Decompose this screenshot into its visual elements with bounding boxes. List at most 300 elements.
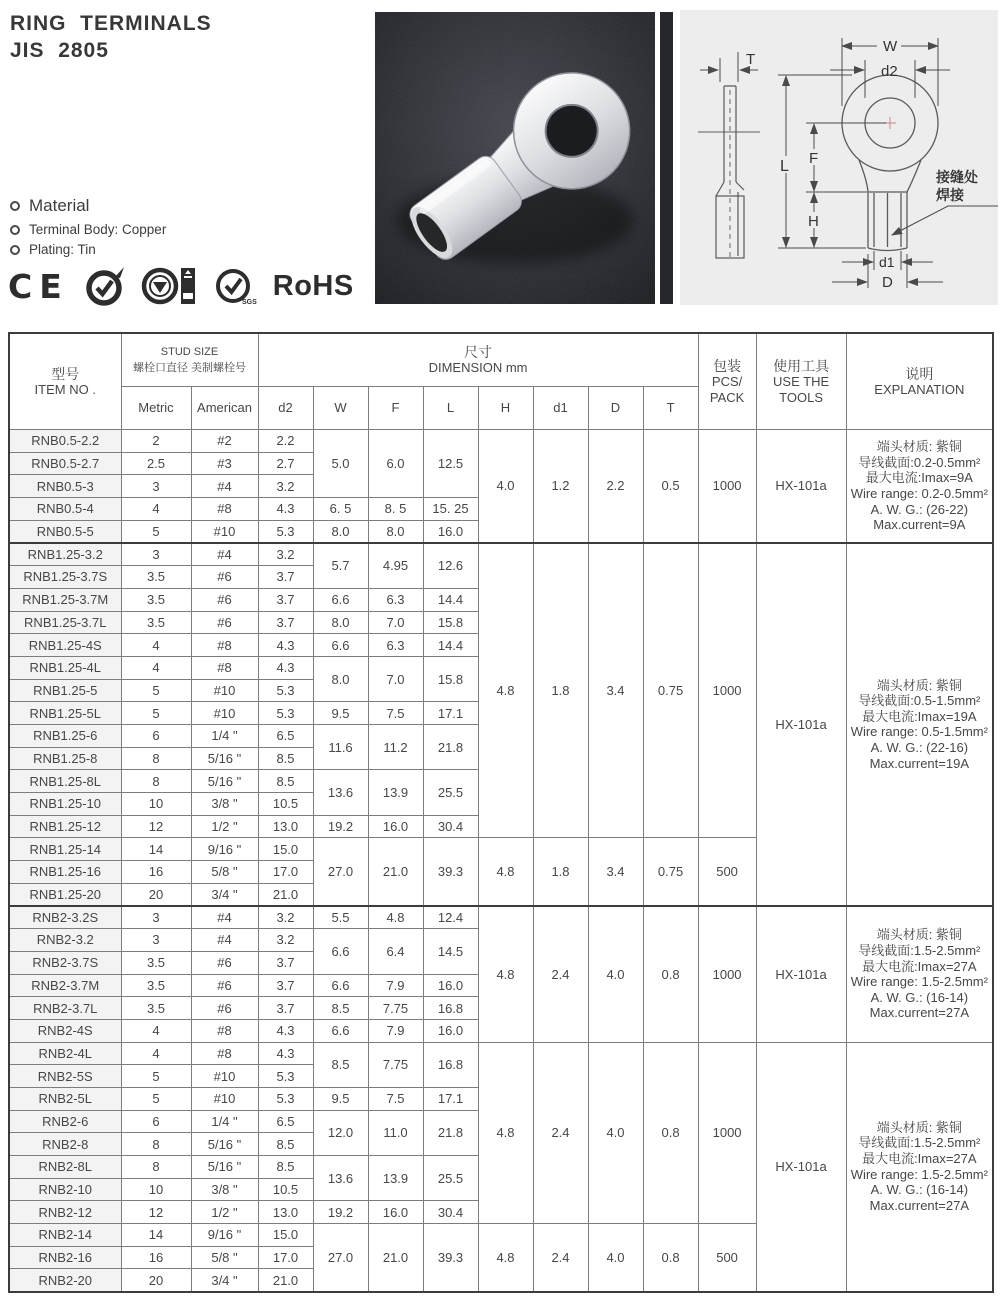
explanation-line: 导线截面:0.2-0.5mm² [858, 454, 981, 470]
d2-cell: 13.0 [258, 815, 313, 838]
item-no-cell: RNB1.25-3.7M [9, 588, 121, 611]
dimension-diagram [680, 10, 998, 305]
d2-cell: 21.0 [258, 1269, 313, 1292]
d2-cell: 2.7 [258, 452, 313, 475]
metric-cell: 5 [121, 679, 191, 702]
american-cell: #10 [191, 1065, 258, 1088]
l-cell: 12.5 [423, 430, 478, 498]
item-no-cell: RNB1.25-6 [9, 724, 121, 747]
ukas-badge-icon [141, 265, 197, 307]
item-no-cell: RNB2-3.2 [9, 929, 121, 952]
explanation-cell [846, 906, 993, 1042]
t-cell: 0.8 [643, 1224, 698, 1292]
american-cell: 1/4 " [191, 724, 258, 747]
w-cell: 12.0 [313, 1110, 368, 1155]
f-cell: 7.5 [368, 702, 423, 725]
american-cell: #10 [191, 679, 258, 702]
w-cell: 6.6 [313, 634, 368, 657]
w-cell: 5.5 [313, 906, 368, 929]
f-cell: 4.95 [368, 543, 423, 588]
explanation-cell [846, 430, 993, 543]
w-cell: 9.5 [313, 1087, 368, 1110]
h-cell: 4.8 [478, 1224, 533, 1292]
w-cell: 9.5 [313, 702, 368, 725]
american-cell: #4 [191, 906, 258, 929]
d2-cell: 17.0 [258, 1246, 313, 1269]
d2-cell: 8.5 [258, 770, 313, 793]
h-cell: 4.8 [478, 906, 533, 1042]
f-cell: 13.9 [368, 770, 423, 815]
w-cell: 5.7 [313, 543, 368, 588]
explanation-line: Wire range: 1.5-2.5mm² [850, 1166, 988, 1182]
american-cell: #10 [191, 702, 258, 725]
d2-cell: 8.5 [258, 1133, 313, 1156]
american-cell: 3/8 " [191, 1178, 258, 1201]
item-no-cell: RNB2-6 [9, 1110, 121, 1133]
spec-table-body [9, 430, 993, 1292]
d2-cell: 6.5 [258, 724, 313, 747]
item-no-cell: RNB2-5S [9, 1065, 121, 1088]
metric-cell: 3 [121, 543, 191, 566]
d2-cell: 21.0 [258, 883, 313, 906]
d2-cell: 5.3 [258, 520, 313, 543]
d2-cell: 3.7 [258, 974, 313, 997]
d2-cell: 3.2 [258, 475, 313, 498]
d1-cell: 2.4 [533, 906, 588, 1042]
f-cell: 7.0 [368, 611, 423, 634]
w-cell: 13.6 [313, 770, 368, 815]
item-no-cell: RNB2-8L [9, 1156, 121, 1179]
t-cell: 0.75 [643, 543, 698, 838]
metric-cell: 10 [121, 793, 191, 816]
explanation-line: A. W. G.: (26-22) [870, 501, 969, 517]
item-no-cell: RNB1.25-5L [9, 702, 121, 725]
t-cell: 0.8 [643, 906, 698, 1042]
f-cell: 21.0 [368, 1224, 423, 1292]
title-block [10, 10, 212, 64]
metric-cell: 3 [121, 929, 191, 952]
metric-cell: 4 [121, 634, 191, 657]
item-no-cell: RNB1.25-4L [9, 656, 121, 679]
l-cell: 15. 25 [423, 498, 478, 521]
metric-cell: 20 [121, 1269, 191, 1292]
w-cell: 8.0 [313, 656, 368, 701]
american-cell: 3/4 " [191, 883, 258, 906]
d1-cell: 1.2 [533, 430, 588, 543]
american-cell: 5/8 " [191, 1246, 258, 1269]
d2-cell: 2.2 [258, 430, 313, 453]
weld-note-line1: 接缝处 [936, 169, 978, 185]
header-tools-en1: USE THE [773, 373, 830, 389]
metric-cell: 4 [121, 656, 191, 679]
explanation-line: Max.current=27A [869, 1005, 969, 1021]
explanation-line: 导线截面:0.5-1.5mm² [858, 693, 981, 709]
metric-cell: 3 [121, 906, 191, 929]
h-cell: 4.8 [478, 543, 533, 838]
col-header-pack [698, 333, 756, 430]
col-header-stud-size [121, 333, 258, 387]
f-cell: 21.0 [368, 838, 423, 906]
item-no-cell: RNB0.5-5 [9, 520, 121, 543]
american-cell: #8 [191, 498, 258, 521]
d2-cell: 3.2 [258, 543, 313, 566]
metric-cell: 12 [121, 1201, 191, 1224]
col-header-metric: Metric [121, 387, 191, 430]
item-no-cell: RNB2-4S [9, 1019, 121, 1042]
american-cell: #10 [191, 520, 258, 543]
col-header-explanation [846, 333, 993, 430]
f-cell: 6.4 [368, 929, 423, 974]
bullet-icon [10, 245, 20, 255]
header-pack-en1: PCS/ [711, 373, 743, 389]
f-cell: 4.8 [368, 906, 423, 929]
metric-cell: 3.5 [121, 611, 191, 634]
american-cell: #6 [191, 974, 258, 997]
explanation-line: Max.current=19A [869, 755, 969, 771]
item-no-cell: RNB0.5-4 [9, 498, 121, 521]
ring-terminal-photo [375, 12, 655, 304]
item-no-cell: RNB1.25-8 [9, 747, 121, 770]
h-cell: 4.8 [478, 1042, 533, 1224]
american-cell: #6 [191, 951, 258, 974]
l-cell: 14.5 [423, 929, 478, 974]
item-no-cell: RNB1.25-16 [9, 861, 121, 884]
w-cell: 6.6 [313, 1019, 368, 1042]
metric-cell: 5 [121, 1087, 191, 1110]
american-cell: 5/16 " [191, 1156, 258, 1179]
w-cell: 8.5 [313, 997, 368, 1020]
header-item-en: ITEM NO . [34, 381, 96, 397]
l-cell: 16.0 [423, 1019, 478, 1042]
dim-label-L: L [780, 158, 789, 175]
metric-cell: 14 [121, 838, 191, 861]
metric-cell: 3 [121, 475, 191, 498]
d2-cell: 8.5 [258, 747, 313, 770]
item-no-cell: RNB1.25-3.7S [9, 566, 121, 589]
sgs-badge-icon [212, 265, 258, 307]
item-no-cell: RNB2-14 [9, 1224, 121, 1247]
w-cell: 6.6 [313, 974, 368, 997]
page-title: RING TERMINALS [10, 12, 212, 35]
explanation-cell [846, 1042, 993, 1292]
d-cell: 3.4 [588, 838, 643, 906]
d2-cell: 6.5 [258, 1110, 313, 1133]
explanation-line: 导线截面:1.5-2.5mm² [858, 943, 981, 959]
american-cell: 5/16 " [191, 770, 258, 793]
explanation-line: 最大电流:Imax=27A [862, 958, 977, 974]
explanation-line: Wire range: 1.5-2.5mm² [850, 974, 988, 990]
svg-text:SGS: SGS [241, 299, 257, 306]
col-header-t: T [643, 387, 698, 430]
american-cell: #4 [191, 929, 258, 952]
l-cell: 16.8 [423, 997, 478, 1020]
pcs-cell: 1000 [698, 430, 756, 543]
tool-cell: HX-101a [756, 430, 846, 543]
l-cell: 15.8 [423, 656, 478, 701]
l-cell: 25.5 [423, 1156, 478, 1201]
metric-cell: 5 [121, 702, 191, 725]
american-cell: 5/16 " [191, 1133, 258, 1156]
american-cell: 3/8 " [191, 793, 258, 816]
bullet-icon [10, 201, 20, 211]
weld-note-line2: 焊接 [936, 187, 964, 203]
d2-cell: 4.3 [258, 498, 313, 521]
item-no-cell: RNB1.25-14 [9, 838, 121, 861]
l-cell: 15.8 [423, 611, 478, 634]
metric-cell: 8 [121, 770, 191, 793]
explanation-line: A. W. G.: (16-14) [870, 989, 969, 1005]
american-cell: 3/4 " [191, 1269, 258, 1292]
d2-cell: 3.7 [258, 611, 313, 634]
quality-check-badge-icon [84, 265, 126, 307]
metric-cell: 14 [121, 1224, 191, 1247]
d2-cell: 8.5 [258, 1156, 313, 1179]
t-cell: 0.8 [643, 1042, 698, 1224]
d1-cell: 2.4 [533, 1224, 588, 1292]
d2-cell: 10.5 [258, 1178, 313, 1201]
f-cell: 7.5 [368, 1087, 423, 1110]
rohs-label: RoHS [272, 269, 354, 302]
pcs-cell: 500 [698, 838, 756, 906]
d2-cell: 3.7 [258, 951, 313, 974]
l-cell: 16.0 [423, 520, 478, 543]
w-cell: 5.0 [313, 430, 368, 498]
w-cell: 19.2 [313, 1201, 368, 1224]
item-no-cell: RNB1.25-20 [9, 883, 121, 906]
l-cell: 25.5 [423, 770, 478, 815]
metric-cell: 16 [121, 861, 191, 884]
american-cell: #6 [191, 997, 258, 1020]
table-row [9, 906, 993, 929]
d-cell: 4.0 [588, 1042, 643, 1224]
d2-cell: 4.3 [258, 1042, 313, 1065]
american-cell: 9/16 " [191, 1224, 258, 1247]
header-pack-zh: 包装 [713, 357, 742, 374]
header-expl-en: EXPLANATION [874, 381, 965, 397]
metric-cell: 6 [121, 1110, 191, 1133]
l-cell: 17.1 [423, 702, 478, 725]
metric-cell: 4 [121, 1019, 191, 1042]
l-cell: 14.4 [423, 588, 478, 611]
l-cell: 39.3 [423, 838, 478, 906]
d-cell: 4.0 [588, 906, 643, 1042]
d2-cell: 15.0 [258, 838, 313, 861]
col-header-l: L [423, 387, 478, 430]
material-item-row [10, 222, 166, 237]
col-header-dimension [258, 333, 698, 387]
header-expl-zh: 说明 [905, 365, 934, 382]
metric-cell: 2.5 [121, 452, 191, 475]
header-dim-en: DIMENSION mm [428, 360, 528, 375]
material-heading: Material [29, 196, 90, 215]
tool-cell: HX-101a [756, 906, 846, 1042]
d-cell: 3.4 [588, 543, 643, 838]
metric-cell: 10 [121, 1178, 191, 1201]
explanation-line: 端头材质: 紫铜 [876, 927, 962, 943]
l-cell: 16.8 [423, 1042, 478, 1087]
f-cell: 6.0 [368, 430, 423, 498]
w-cell: 8.5 [313, 1042, 368, 1087]
header-stud-en: STUD SIZE [160, 346, 219, 358]
d2-cell: 3.7 [258, 997, 313, 1020]
dim-label-d2: d2 [881, 63, 898, 80]
d2-cell: 3.7 [258, 588, 313, 611]
d-cell: 2.2 [588, 430, 643, 543]
dim-label-T: T [746, 51, 756, 68]
header-tools-en2: TOOLS [779, 389, 823, 405]
d-cell: 4.0 [588, 1224, 643, 1292]
f-cell: 16.0 [368, 1201, 423, 1224]
metric-cell: 3.5 [121, 951, 191, 974]
material-list [10, 196, 166, 262]
item-no-cell: RNB2-3.2S [9, 906, 121, 929]
d2-cell: 17.0 [258, 861, 313, 884]
item-no-cell: RNB2-10 [9, 1178, 121, 1201]
d2-cell: 4.3 [258, 1019, 313, 1042]
d2-cell: 5.3 [258, 1065, 313, 1088]
american-cell: 1/4 " [191, 1110, 258, 1133]
ce-mark-icon: CE [8, 266, 69, 306]
header-pack-en2: PACK [709, 389, 745, 405]
header-tools-zh: 使用工具 [773, 357, 830, 374]
col-header-d1: d1 [533, 387, 588, 430]
l-cell: 39.3 [423, 1224, 478, 1292]
american-cell: 5/8 " [191, 861, 258, 884]
american-cell: #8 [191, 656, 258, 679]
tool-cell: HX-101a [756, 1042, 846, 1292]
american-cell: #4 [191, 543, 258, 566]
w-cell: 19.2 [313, 815, 368, 838]
col-header-american: American [191, 387, 258, 430]
header-stud-zh: 螺栓口直径 美制螺栓号 [132, 362, 247, 374]
explanation-line: A. W. G.: (16-14) [870, 1182, 969, 1198]
l-cell: 17.1 [423, 1087, 478, 1110]
l-cell: 21.8 [423, 724, 478, 769]
col-header-h: H [478, 387, 533, 430]
metric-cell: 3.5 [121, 997, 191, 1020]
item-no-cell: RNB1.25-12 [9, 815, 121, 838]
col-header-w: W [313, 387, 368, 430]
metric-cell: 3.5 [121, 588, 191, 611]
american-cell: #8 [191, 634, 258, 657]
american-cell: #8 [191, 1019, 258, 1042]
l-cell: 30.4 [423, 1201, 478, 1224]
metric-cell: 4 [121, 1042, 191, 1065]
metric-cell: 6 [121, 724, 191, 747]
f-cell: 8.0 [368, 520, 423, 543]
american-cell: #2 [191, 430, 258, 453]
w-cell: 27.0 [313, 838, 368, 906]
item-no-cell: RNB0.5-2.2 [9, 430, 121, 453]
w-cell: 13.6 [313, 1156, 368, 1201]
dim-label-F: F [809, 150, 819, 167]
d2-cell: 5.3 [258, 1087, 313, 1110]
metric-cell: 8 [121, 1133, 191, 1156]
f-cell: 11.0 [368, 1110, 423, 1155]
bullet-icon [10, 225, 20, 235]
tool-cell: HX-101a [756, 543, 846, 906]
table-row [9, 543, 993, 566]
explanation-line: 导线截面:1.5-2.5mm² [858, 1135, 981, 1151]
f-cell: 11.2 [368, 724, 423, 769]
metric-cell: 5 [121, 520, 191, 543]
american-cell: 1/2 " [191, 1201, 258, 1224]
metric-cell: 3.5 [121, 566, 191, 589]
col-header-f: F [368, 387, 423, 430]
item-no-cell: RNB1.25-3.7L [9, 611, 121, 634]
american-cell: #3 [191, 452, 258, 475]
metric-cell: 8 [121, 1156, 191, 1179]
w-cell: 6. 5 [313, 498, 368, 521]
d2-cell: 5.3 [258, 679, 313, 702]
american-cell: #8 [191, 1042, 258, 1065]
material-item: Plating: Tin [29, 242, 96, 257]
col-header-d2: d2 [258, 387, 313, 430]
product-photo [375, 12, 655, 304]
metric-cell: 20 [121, 883, 191, 906]
item-no-cell: RNB2-3.7L [9, 997, 121, 1020]
material-item-row [10, 242, 166, 257]
col-header-d: D [588, 387, 643, 430]
d2-cell: 10.5 [258, 793, 313, 816]
dim-label-W: W [883, 38, 898, 55]
explanation-line: 端头材质: 紫铜 [876, 677, 962, 693]
metric-cell: 12 [121, 815, 191, 838]
metric-cell: 3.5 [121, 974, 191, 997]
item-no-cell: RNB2-4L [9, 1042, 121, 1065]
material-heading-row [10, 196, 166, 216]
l-cell: 12.4 [423, 906, 478, 929]
f-cell: 6.3 [368, 588, 423, 611]
item-no-cell: RNB0.5-2.7 [9, 452, 121, 475]
explanation-line: 最大电流:Imax=19A [862, 708, 977, 724]
item-no-cell: RNB1.25-5 [9, 679, 121, 702]
d2-cell: 3.7 [258, 566, 313, 589]
w-cell: 8.0 [313, 520, 368, 543]
explanation-line: 端头材质: 紫铜 [876, 439, 962, 455]
d2-cell: 3.2 [258, 929, 313, 952]
dimension-diagram-svg [680, 10, 998, 305]
page-subtitle: JIS 2805 [10, 39, 109, 62]
american-cell: #6 [191, 566, 258, 589]
f-cell: 8. 5 [368, 498, 423, 521]
w-cell: 11.6 [313, 724, 368, 769]
item-no-cell: RNB0.5-3 [9, 475, 121, 498]
explanation-line: A. W. G.: (22-16) [870, 740, 969, 756]
certification-row [8, 264, 354, 308]
d2-cell: 4.3 [258, 634, 313, 657]
f-cell: 7.9 [368, 1019, 423, 1042]
f-cell: 7.75 [368, 1042, 423, 1087]
l-cell: 14.4 [423, 634, 478, 657]
item-no-cell: RNB2-12 [9, 1201, 121, 1224]
american-cell: #4 [191, 475, 258, 498]
american-cell: #6 [191, 611, 258, 634]
d2-cell: 4.3 [258, 656, 313, 679]
f-cell: 7.0 [368, 656, 423, 701]
d1-cell: 2.4 [533, 1042, 588, 1224]
col-header-item-no [9, 333, 121, 430]
d2-cell: 3.2 [258, 906, 313, 929]
l-cell: 21.8 [423, 1110, 478, 1155]
explanation-line: 端头材质: 紫铜 [876, 1119, 962, 1135]
metric-cell: 4 [121, 498, 191, 521]
d2-cell: 13.0 [258, 1201, 313, 1224]
item-no-cell: RNB2-3.7S [9, 951, 121, 974]
f-cell: 7.9 [368, 974, 423, 997]
explanation-line: Max.current=27A [869, 1197, 969, 1213]
header-item-zh: 型号 [51, 365, 80, 382]
